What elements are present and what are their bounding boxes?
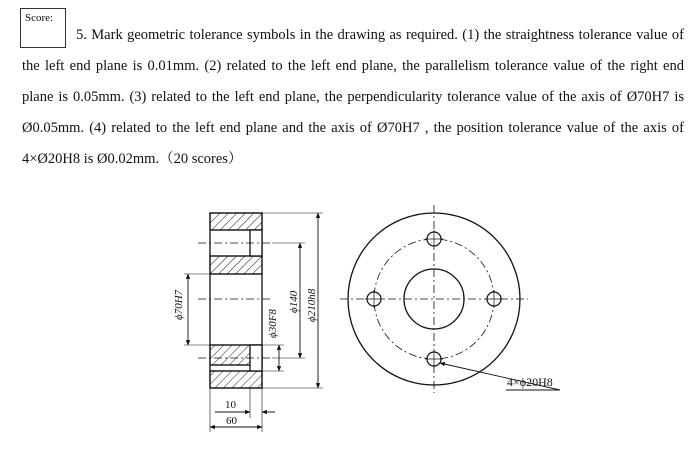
question-number: 5. bbox=[76, 27, 87, 43]
dim-outer-label: ϕ210h8 bbox=[306, 288, 318, 322]
holes-pattern-label: 4×ϕ20H8 bbox=[507, 375, 553, 389]
dim-thickness-small bbox=[215, 388, 275, 432]
dim-thickness-total-label: 60 bbox=[226, 415, 237, 427]
dim-circle bbox=[272, 243, 305, 358]
dim-thickness-small-label: 10 bbox=[225, 399, 236, 411]
dim-hole-label: ϕ30F8 bbox=[267, 309, 279, 338]
question-body: Mark geometric tolerance symbols in the drawing as required. (1) the straightness tolerance value of the left end plane is 0.01mm. (2) related to the left end plane, the parallelism tolerance value of the right end plane is 0.05mm. (3) related to the left end plane, the perpendicularity tolerance value of the axis of Ø70H7 is Ø0.05mm. (4) related to the left end plane and the axis of Ø70H7 , the position tolerance value of the axis of 4×Ø20H8 is Ø0.02mm.（20 scores） bbox=[22, 27, 685, 167]
front-view bbox=[340, 205, 560, 393]
dim-circle-label: ϕ140 bbox=[288, 290, 300, 313]
section-view bbox=[173, 213, 323, 432]
holes-leader bbox=[440, 363, 560, 390]
dim-hole bbox=[262, 309, 284, 371]
dim-thickness-total bbox=[210, 388, 262, 432]
dim-bore bbox=[173, 274, 210, 345]
dim-bore-label: ϕ70H7 bbox=[173, 289, 185, 320]
score-label: Score: bbox=[25, 12, 54, 24]
